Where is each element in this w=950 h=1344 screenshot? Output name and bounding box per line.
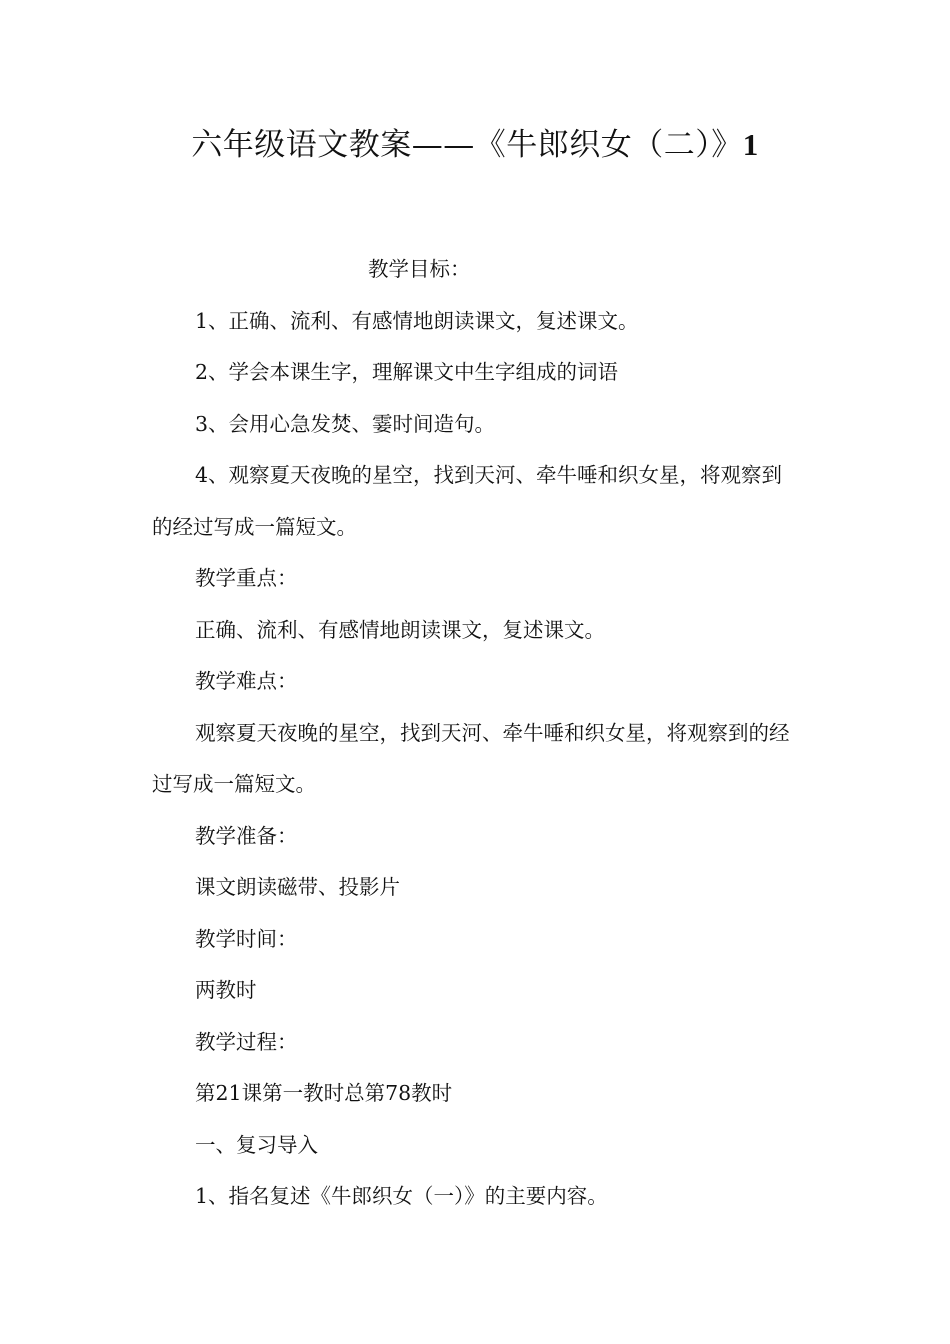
paragraph: 两教时 xyxy=(195,978,257,1002)
objective-item: 4、观察夏天夜晚的星空，找到天河、牵牛唾和织女星，将观察到的经过写成一篇短文。 xyxy=(152,463,783,539)
objective-item: 3、会用心急发焚、霎时间造句。 xyxy=(195,411,496,436)
section-heading-process: 教学过程： xyxy=(195,1029,298,1054)
objective-item: 2、学会本课生字，理解课文中生字组成的词语 xyxy=(195,360,619,384)
document-title xyxy=(0,122,950,168)
paragraph: 第21课第一教时总第78教时 xyxy=(195,1081,453,1105)
document-title-text: 六年级语文教案——《牛郎织女（二）》 xyxy=(191,127,743,163)
document-body xyxy=(152,244,802,1223)
section-heading-objectives: 教学目标： xyxy=(368,257,471,281)
paragraph: 正确、流利、有感情地朗读课文，复述课文。 xyxy=(195,617,605,642)
section-heading-time: 教学时间： xyxy=(195,926,298,951)
document-title-number: 1 xyxy=(742,127,759,162)
objective-item: 1、正确、流利、有感情地朗读课文，复述课文。 xyxy=(195,308,639,333)
paragraph: 课文朗读磁带、投影片 xyxy=(195,875,400,899)
section-heading-preparation: 教学准备： xyxy=(195,823,298,848)
paragraph: 一、复习导入 xyxy=(195,1132,318,1157)
section-heading-key-points: 教学重点： xyxy=(195,566,298,590)
paragraph: 观察夏天夜晚的星空，找到天河、牵牛唾和织女星，将观察到的经过写成一篇短文。 xyxy=(152,720,790,796)
paragraph: 1、指名复述《牛郎织女（一）》的主要内容。 xyxy=(195,1184,608,1208)
section-heading-difficulties: 教学难点： xyxy=(195,669,298,693)
